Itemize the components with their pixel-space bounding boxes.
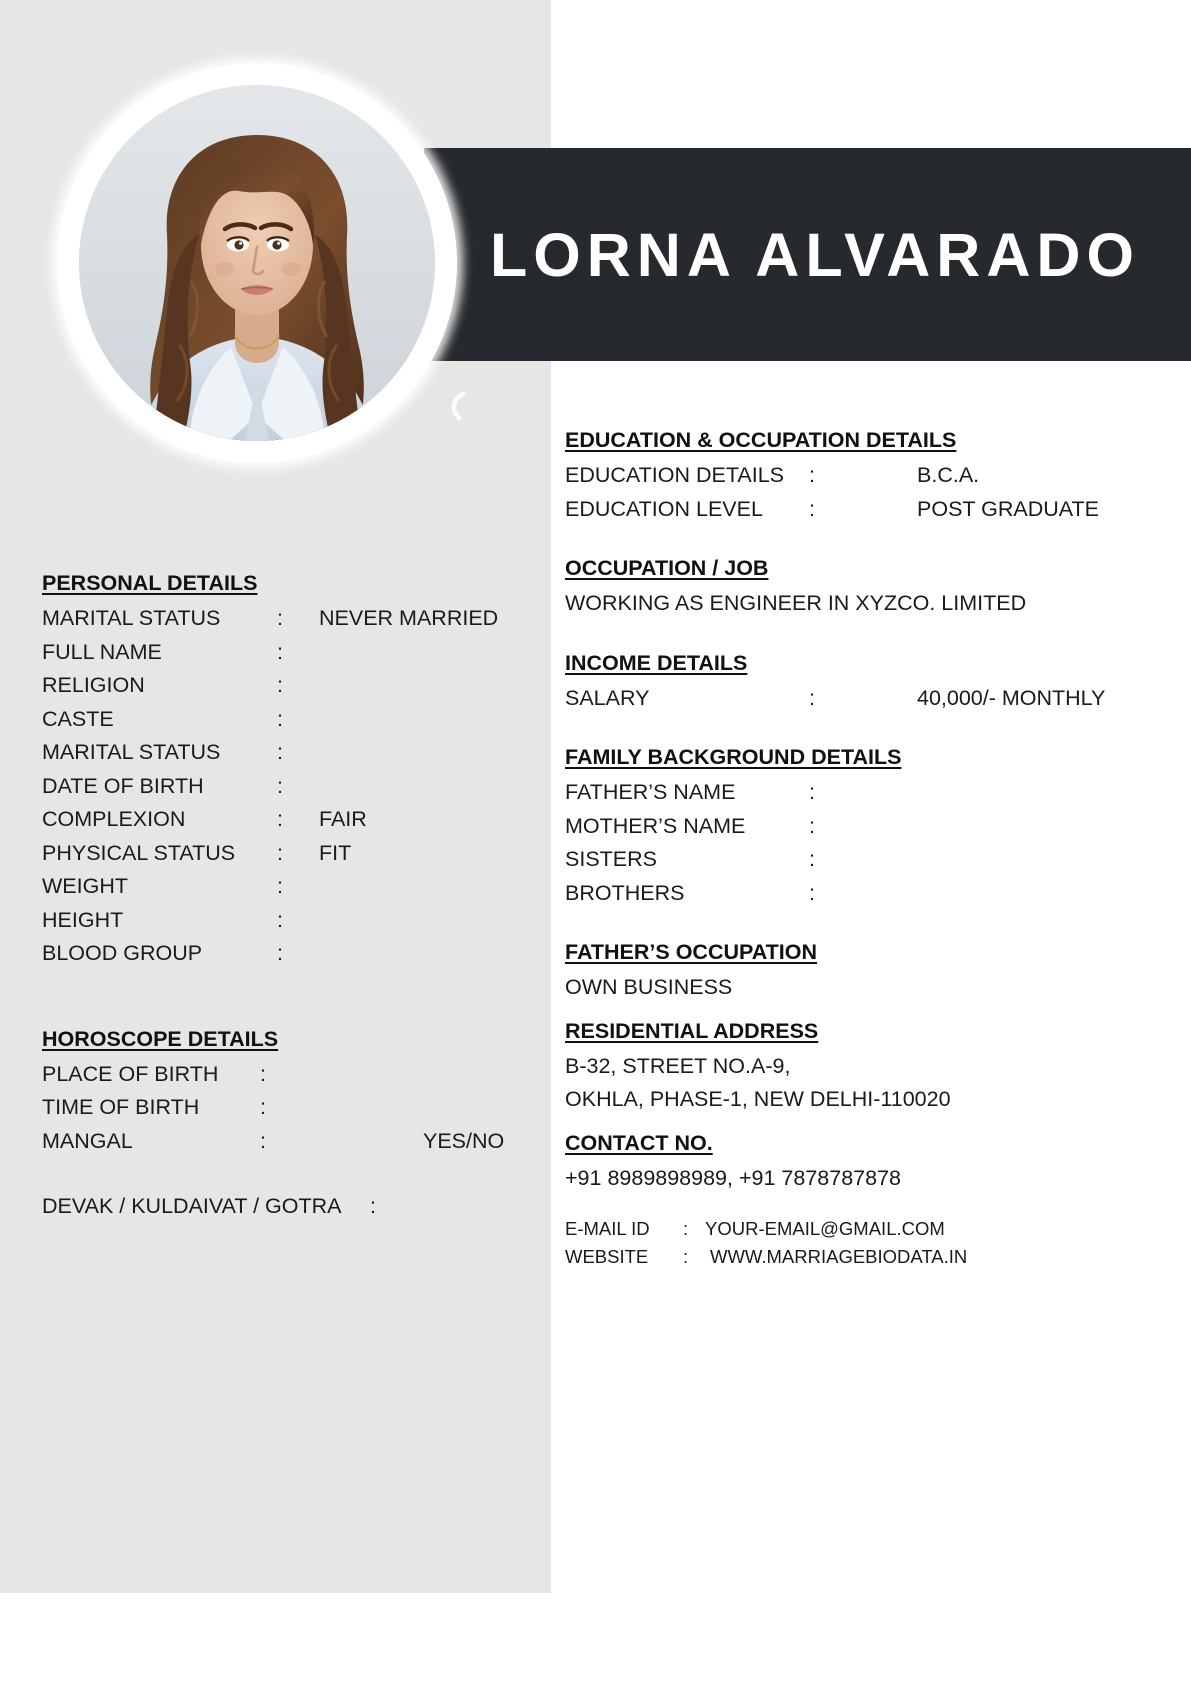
row-label: HEIGHT [42,907,124,932]
row-separator: : [277,907,283,932]
residential-address-heading: RESIDENTIAL ADDRESS [565,1018,819,1043]
row-label: MARITAL STATUS [42,606,221,630]
row-value: YES/NO [423,1128,505,1153]
row-label: EDUCATION DETAILS [565,463,785,487]
row-caste [42,703,512,737]
row-fathers-name [565,776,1165,810]
row-label: CASTE [42,706,114,731]
row-separator: : [809,685,815,710]
left-column [42,571,512,1224]
row-separator: : [809,780,815,804]
contact-phones: +91 8989898989, +91 7878787878 [565,1165,901,1190]
education-occupation-heading: EDUCATION & OCCUPATION DETAILS [565,428,957,452]
row-value: WWW.MARRIAGEBIODATA.IN [710,1246,968,1267]
row-label: WEBSITE [565,1246,649,1267]
row-label: MANGAL [42,1128,133,1153]
row-label: MARITAL STATUS [42,740,221,764]
fathers-occupation-text: OWN BUSINESS [565,975,733,999]
row-separator: : [370,1194,376,1218]
row-height [42,904,512,938]
row-education-details [565,459,1165,493]
contact-heading: CONTACT NO. [565,1130,713,1155]
address-line-2: OKHLA, PHASE-1, NEW DELHI-110020 [565,1087,951,1111]
row-marital-status-1 [42,602,512,636]
row-time-of-birth [42,1091,512,1125]
row-label: PLACE OF BIRTH [42,1061,219,1086]
row-separator: : [277,941,283,965]
row-separator: : [683,1218,689,1239]
personal-details-heading: PERSONAL DETAILS [42,571,258,595]
row-label: FATHER’S NAME [565,780,736,804]
row-full-name [42,636,512,670]
occupation-job-heading: OCCUPATION / JOB [565,556,769,580]
row-label: TIME OF BIRTH [42,1095,200,1119]
row-complexion [42,803,512,837]
row-label: SALARY [565,685,650,710]
horoscope-details-block [42,1027,512,1159]
row-label: RELIGION [42,673,145,697]
row-mangal [42,1125,512,1159]
row-blood-group [42,937,512,971]
row-value: NEVER MARRIED [319,606,499,630]
row-label: DATE OF BIRTH [42,773,204,798]
row-mothers-name [565,810,1165,844]
row-separator: : [809,813,815,838]
row-label: WEIGHT [42,874,128,898]
row-label: BLOOD GROUP [42,941,203,965]
row-email [565,1215,1165,1243]
row-weight [42,870,512,904]
family-background-heading: FAMILY BACKGROUND DETAILS [565,745,902,769]
row-label: PHYSICAL STATUS [42,840,236,865]
row-physical-status [42,837,512,871]
profile-name: LORNA ALVARADO [490,220,1140,289]
row-value: FIT [319,840,352,865]
row-label: COMPLEXION [42,807,186,831]
row-value: 40,000/- MONTHLY [917,685,1106,710]
row-label: FULL NAME [42,639,162,664]
horoscope-details-heading: HOROSCOPE DETAILS [42,1026,279,1051]
row-label: DEVAK / KULDAIVAT / GOTRA [42,1194,342,1218]
row-separator: : [260,1061,266,1086]
row-label: SISTERS [565,847,657,871]
row-separator: : [277,706,283,731]
row-label: MOTHER’S NAME [565,813,746,838]
profile-photo-frame [57,63,457,463]
row-separator: : [809,463,815,487]
row-separator: : [809,880,815,905]
row-value: FAIR [319,807,367,831]
income-details-heading: INCOME DETAILS [565,650,748,675]
row-separator: : [809,847,815,871]
row-value: POST GRADUATE [917,496,1099,521]
row-separator: : [277,840,283,865]
row-date-of-birth [42,770,512,804]
row-salary [565,682,1165,716]
row-separator: : [277,639,283,664]
phone-icon [443,388,473,424]
address-line-1: B-32, STREET NO.A-9, [565,1053,791,1078]
row-separator: : [809,496,815,521]
profile-photo [79,85,435,441]
row-sisters [565,843,1165,877]
devak-block [42,1190,512,1224]
row-brothers [565,877,1165,911]
row-marital-status-2 [42,736,512,770]
occupation-job-text: WORKING AS ENGINEER IN XYZCO. LIMITED [565,591,1027,615]
row-label: BROTHERS [565,880,685,905]
name-banner [424,148,1191,361]
row-separator: : [277,606,283,630]
row-label: EDUCATION LEVEL [565,496,763,521]
fathers-occupation-heading: FATHER’S OCCUPATION [565,940,818,964]
row-separator: : [277,874,283,898]
portrait-illustration [79,85,435,441]
row-separator: : [260,1095,266,1119]
row-separator: : [277,740,283,764]
row-website [565,1243,1165,1271]
row-separator: : [277,773,283,798]
row-place-of-birth [42,1058,512,1092]
row-value: B.C.A. [917,463,980,487]
row-value: YOUR-EMAIL@GMAIL.COM [705,1218,945,1239]
row-separator: : [683,1246,689,1267]
row-label: E-MAIL ID [565,1218,650,1239]
row-separator: : [277,673,283,697]
row-separator: : [260,1128,266,1153]
row-devak-kuldaivat-gotra [42,1190,512,1224]
row-education-level [565,493,1165,527]
row-religion [42,669,512,703]
row-separator: : [277,807,283,831]
right-column [565,428,1165,1271]
